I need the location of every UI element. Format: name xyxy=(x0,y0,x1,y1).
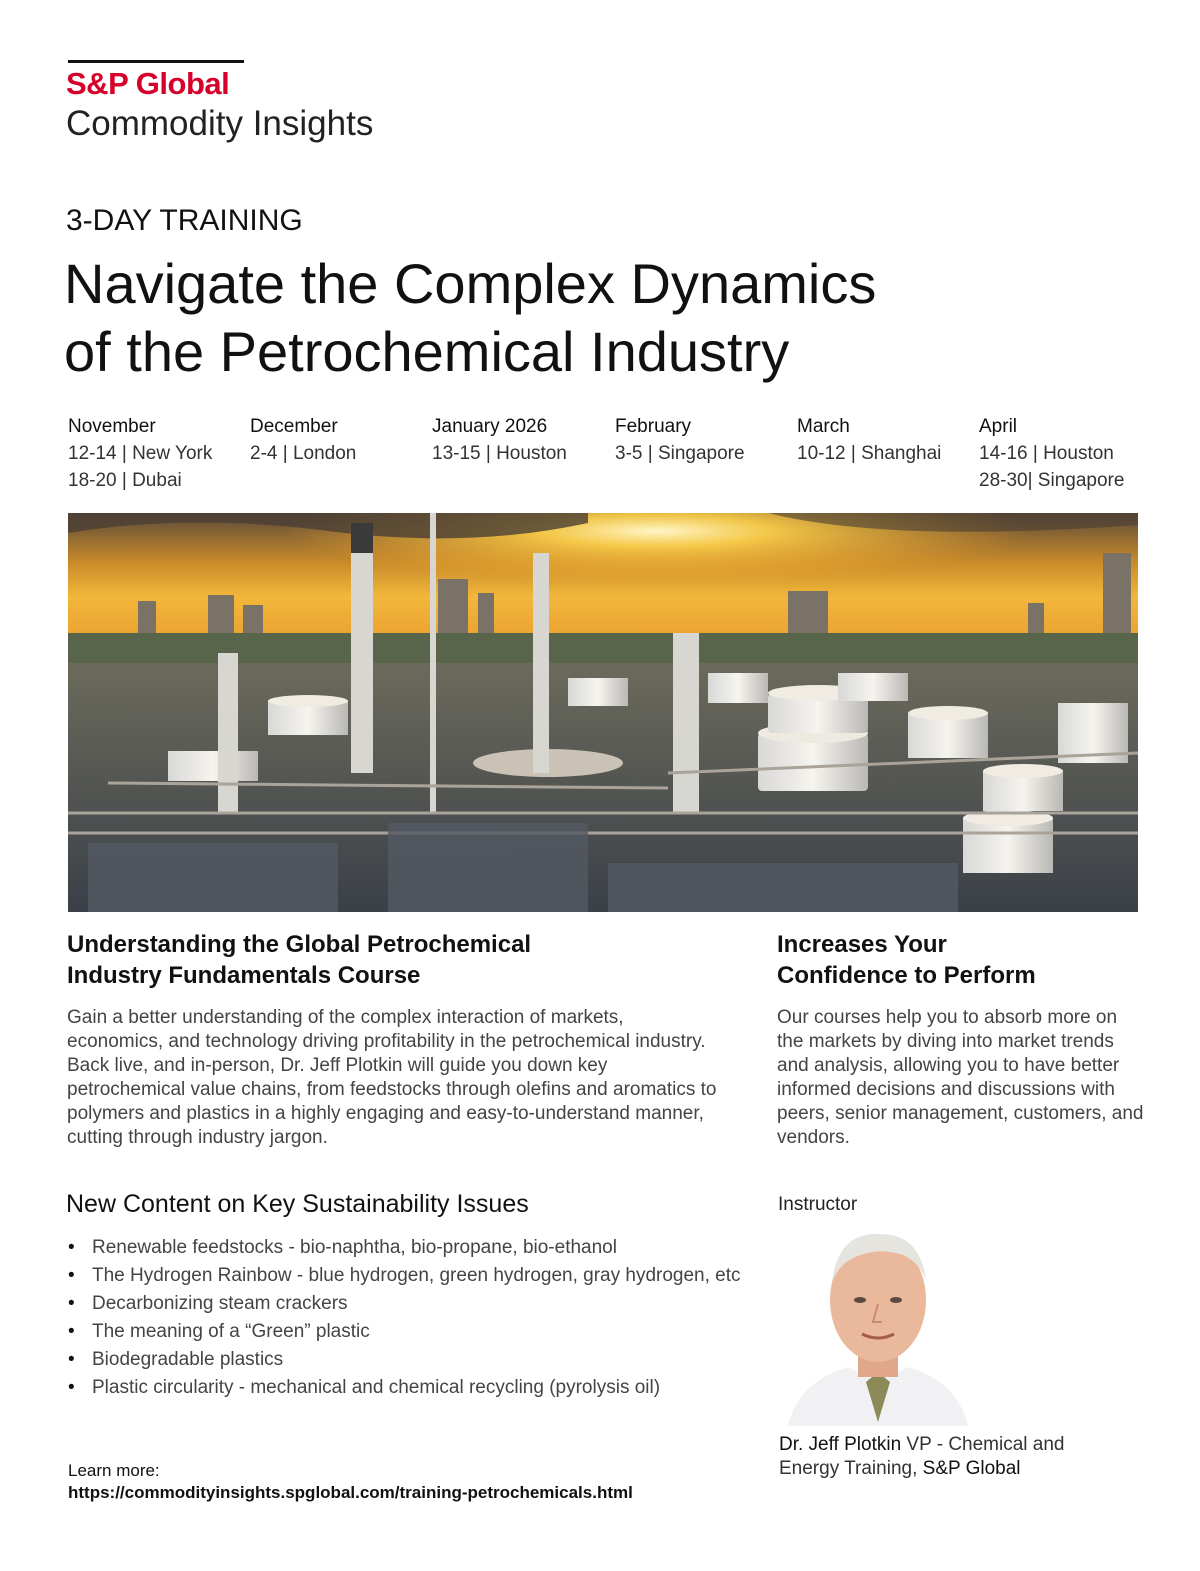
instructor-name: Dr. Jeff Plotkin xyxy=(779,1434,902,1455)
date-month: December xyxy=(250,416,338,437)
brand-subtitle: Commodity Insights xyxy=(66,104,374,143)
date-session: 10-12 | Shanghai xyxy=(797,443,942,464)
list-item-text: Renewable feedstocks - bio-naphtha, bio-propane, bio-ethanol xyxy=(92,1237,617,1258)
page-title-line: of the Petrochemical Industry xyxy=(64,320,790,383)
date-column xyxy=(432,413,612,467)
date-month: January 2026 xyxy=(432,416,548,437)
date-month: March xyxy=(797,416,850,437)
instructor-portrait xyxy=(778,1222,978,1426)
list-item xyxy=(66,1348,746,1372)
course-heading-line: Understanding the Global Petrochemical xyxy=(67,931,532,958)
list-item-text: The Hydrogen Rainbow - blue hydrogen, green hydrogen, gray hydrogen, etc xyxy=(92,1265,741,1286)
page-title xyxy=(64,250,1064,386)
bullet-icon: • xyxy=(68,1321,75,1342)
confidence-heading-line: Increases Your xyxy=(777,931,947,958)
hero-refinery-image xyxy=(68,513,1138,912)
bullet-icon: • xyxy=(68,1377,75,1398)
instructor-label: Instructor xyxy=(778,1194,858,1215)
confidence-description: Our courses help you to absorb more on the markets by diving into market trends and analysis, allowing you to have better informed decisions and discussions with peers, senior management, customers, and vendors. xyxy=(777,1007,1144,1148)
course-heading xyxy=(67,929,707,991)
date-column xyxy=(797,413,977,467)
brand-logo: S&P Global xyxy=(66,66,230,101)
date-column xyxy=(615,413,795,467)
logo-rule xyxy=(68,60,244,63)
course-heading-line: Industry Fundamentals Course xyxy=(67,962,421,989)
bullet-icon: • xyxy=(68,1349,75,1370)
date-session: 28-30| Singapore xyxy=(979,470,1125,491)
learn-more-link[interactable]: https://commodityinsights.spglobal.com/training-petrochemicals.html xyxy=(68,1483,633,1502)
confidence-heading xyxy=(777,929,1157,991)
date-column xyxy=(979,413,1159,494)
list-item-text: Decarbonizing steam crackers xyxy=(92,1293,348,1314)
date-session: 12-14 | New York xyxy=(68,443,213,464)
date-session: 14-16 | Houston xyxy=(979,443,1114,464)
date-session: 2-4 | London xyxy=(250,443,357,464)
bullet-icon: • xyxy=(68,1237,75,1258)
date-session: 18-20 | Dubai xyxy=(68,470,182,491)
confidence-heading-line: Confidence to Perform xyxy=(777,962,1036,989)
sustainability-heading: New Content on Key Sustainability Issues xyxy=(66,1190,529,1218)
date-month: February xyxy=(615,416,692,437)
date-session: 3-5 | Singapore xyxy=(615,443,745,464)
instructor-caption xyxy=(779,1433,1119,1481)
date-month: November xyxy=(68,416,156,437)
learn-more-label: Learn more: xyxy=(68,1461,160,1480)
list-item-text: Biodegradable plastics xyxy=(92,1349,284,1370)
instructor-company: S&P Global xyxy=(922,1458,1021,1479)
date-month: April xyxy=(979,416,1018,437)
list-item xyxy=(66,1292,746,1316)
list-item xyxy=(66,1236,746,1260)
date-session: 13-15 | Houston xyxy=(432,443,567,464)
list-item xyxy=(66,1376,746,1400)
bullet-icon: • xyxy=(68,1265,75,1286)
dates-row xyxy=(68,413,1158,503)
date-column xyxy=(250,413,430,467)
sustainability-list xyxy=(66,1236,746,1404)
list-item-text: The meaning of a “Green” plastic xyxy=(92,1321,370,1342)
bullet-icon: • xyxy=(68,1293,75,1314)
course-description: Gain a better understanding of the complex interaction of markets, economics, and technology driving profitability in the petrochemical industry. Back live, and in-person, Dr. Jeff Plotkin will guide you down key petrochemical value chains, from feedstocks through olefins and aromatics to polymers and plastics in a highly engaging and easy-to-understand manner, cutting through industry jargon. xyxy=(67,1007,717,1148)
list-item-text: Plastic circularity - mechanical and chemical recycling (pyrolysis oil) xyxy=(92,1377,661,1398)
list-item xyxy=(66,1320,746,1344)
instructor-role: VP - Chemical and Energy Training, xyxy=(779,1434,1065,1479)
eyebrow: 3-DAY TRAINING xyxy=(66,204,303,237)
list-item xyxy=(66,1264,746,1288)
page-title-line: Navigate the Complex Dynamics xyxy=(64,252,877,315)
date-column xyxy=(68,413,248,494)
